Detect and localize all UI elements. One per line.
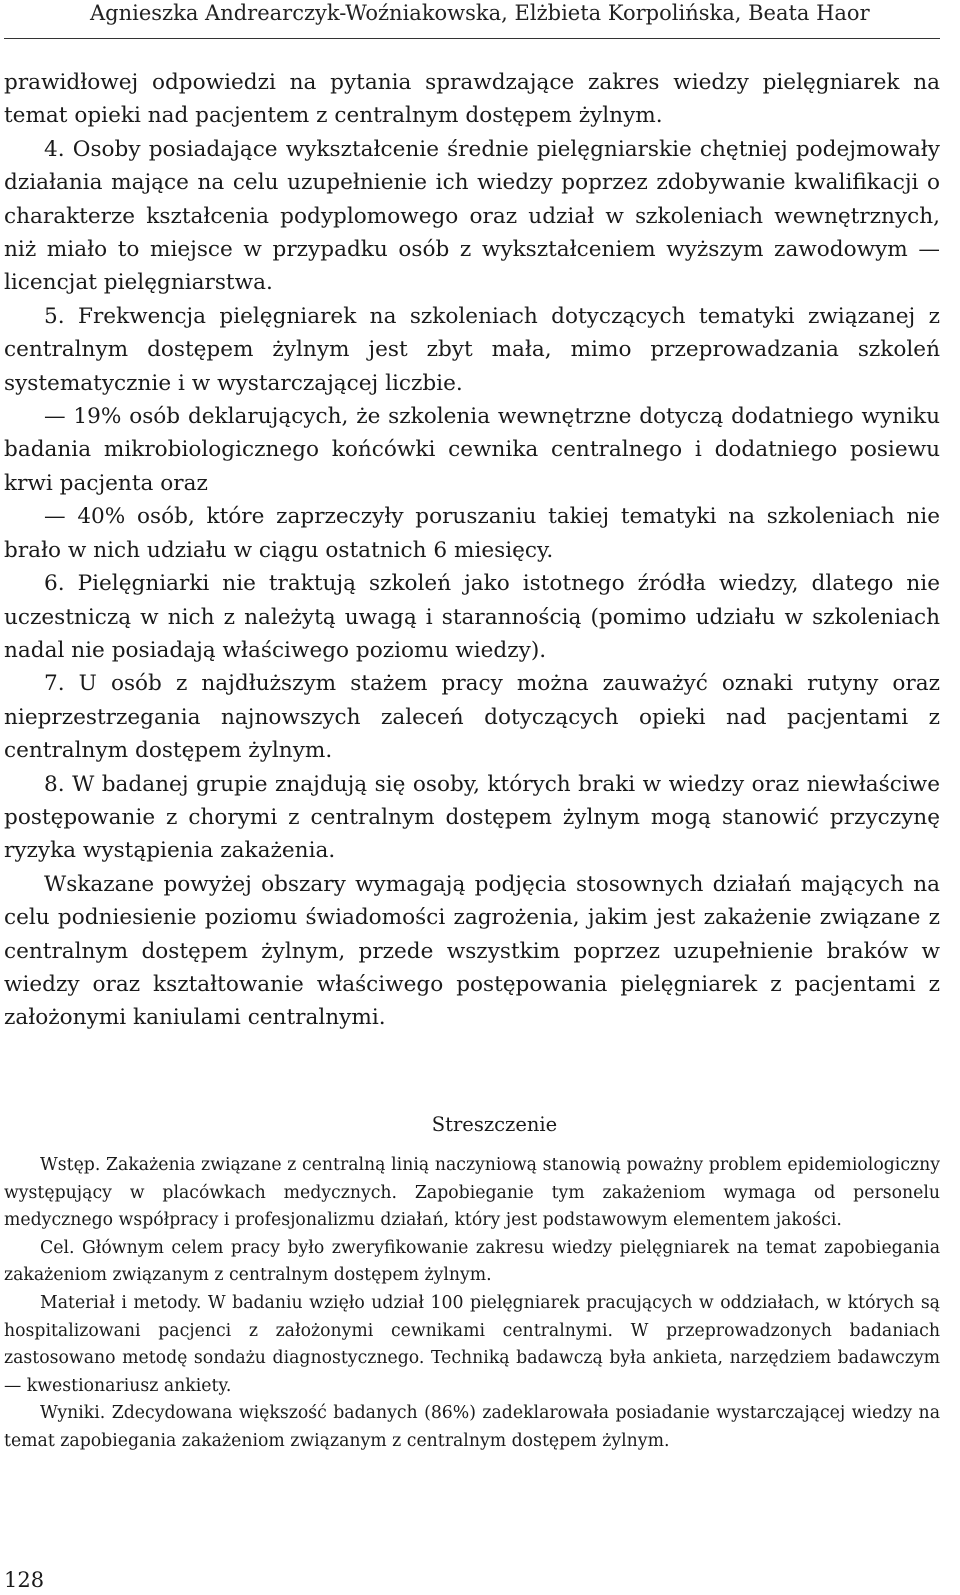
abstract-title: Streszczenie <box>431 1113 558 1136</box>
header-rule <box>4 38 940 39</box>
body-paragraph-continuation: prawidłowej odpowiedzi na pytania sprawdzające zakres wiedzy pielęgniarek na temat opieki nad pacjentem z centralnym dostępem żylnym. <box>4 70 940 129</box>
main-text <box>4 66 940 1035</box>
body-paragraph-conclusion-5: 5. Frekwencja pielęgniarek na szkoleniach dotyczących tematyki związanej z centralnym dostępem żylnym jest zbyt mała, mimo przeprowadzania szkoleń systematycznie i w wystarczającej liczbie. <box>4 303 940 396</box>
abstract-paragraph-results: Wyniki. Zdecydowana większość badanych (86%) zadeklarowała posiadanie wystarczającej wiedzy na temat zapobiegania zakażeniom związanym z centralnym dostępem żylnym. <box>4 1403 940 1451</box>
body-paragraph-conclusion-6: 6. Pielęgniarki nie traktują szkoleń jako istotnego źródła wiedzy, dlatego nie uczestniczą w nich z należytą uwagą i starannością (pomimo udziału w szkoleniach nadal nie posiadają właściwego poziomu wiedzy). <box>4 571 940 663</box>
abstract-body <box>4 1152 940 1456</box>
abstract-paragraph-aim: Cel. Głównym celem pracy było zweryfikowanie zakresu wiedzy pielęgniarek na temat zapobiegania zakażeniom związanym z centralnym dostępem żylnym. <box>4 1237 940 1286</box>
abstract-paragraph-methods: Materiał i metody. W badaniu wzięło udział 100 pielęgniarek pracujących w oddziałach, w których są hospitalizowani pacjenci z założonymi cewnikami centralnymi. W przeprowadzonych badaniach zastosowano metodę sondażu diagnostycznego. Techniką badawczą była ankieta, narzędziem badawczym — kwestionariusz ankiety. <box>4 1292 940 1396</box>
body-dash-item-19-percent: — 19% osób deklarujących, że szkolenia wewnętrzne dotyczą dodatniego wyniku badania mikrobiologicznego końcówki cewnika centralnego i dodatniego posiewu krwi pacjenta oraz <box>4 404 940 496</box>
page <box>4 0 940 1595</box>
abstract-section <box>4 1110 940 1456</box>
running-head: Agnieszka Andrearczyk-Woźniakowska, Elżbieta Korpolińska, Beata Haor <box>90 1 870 25</box>
abstract-paragraph-introduction: Wstęp. Zakażenia związane z centralną linią naczyniową stanowią poważny problem epidemiologiczny występujący w placówkach medycznych. Zapobieganie tym zakażeniom wymaga od personelu medycznego współpracy i profesjonalizmu działań, który jest podstawowym elementem jakości. <box>4 1155 940 1231</box>
body-dash-item-40-percent: — 40% osób, które zaprzeczyły poruszaniu takiej tematyki na szkoleniach nie brało w nich udziału w ciągu ostatnich 6 miesięcy. <box>4 504 940 563</box>
body-paragraph-conclusion-7: 7. U osób z najdłuższym stażem pracy można zauważyć oznaki rutyny oraz nieprzestrzegania najnowszych zaleceń dotyczących opieki nad pacjentami z centralnym dostępem żylnym. <box>4 671 940 764</box>
body-paragraph-conclusion-8: 8. W badanej grupie znajdują się osoby, których braki w wiedzy oraz niewłaściwe postępowanie z chorymi z centralnym dostępem żylnym mogą stanowić przyczynę ryzyka wystąpienia zakażenia. <box>4 771 940 864</box>
body-paragraph-conclusion-4: 4. Osoby posiadające wykształcenie średnie pielęgniarskie chętniej podejmowały działania mające na celu uzupełnienie ich wiedzy poprzez zdobywanie kwalifikacji o charakterze kształcenia podyplomowego oraz udział w szkoleniach wewnętrznych, niż miało to miejsce w przypadku osób z wykształceniem wyższym zawodowym — licencjat pielęgniarstwa. <box>4 136 940 296</box>
body-paragraph-summary: Wskazane powyżej obszary wymagają podjęcia stosownych działań mających na celu podniesienie poziomu świadomości zagrożenia, jakim jest zakażenie związane z centralnym dostępem żylnym, przede wszystkim poprzez uzupełnienie braków w wiedzy oraz kształtowanie właściwego postępowania pielęgniarek z pacjentami z założonymi kaniulami centralnymi. <box>4 871 940 1031</box>
page-number: 128 <box>4 1568 45 1592</box>
